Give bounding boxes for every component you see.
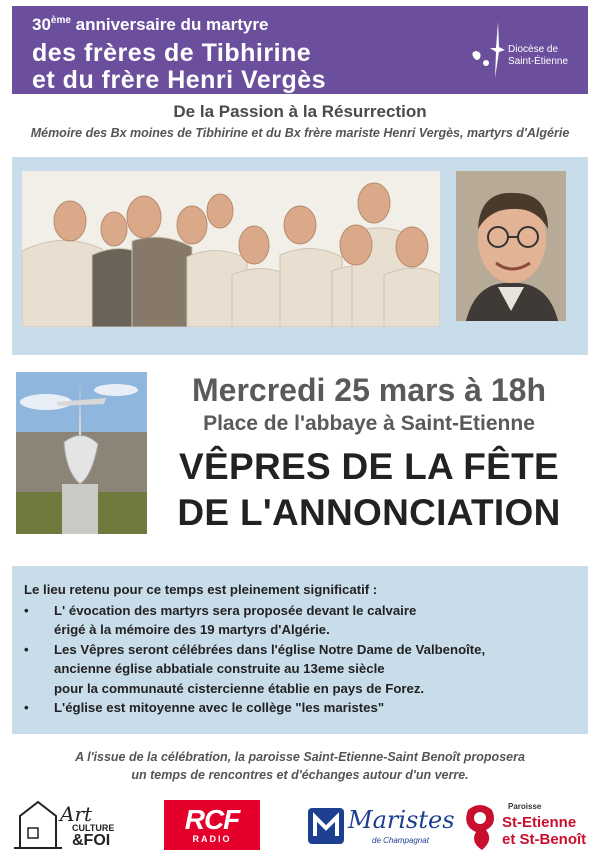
list-item: • Les Vêpres seront célébrées dans l'église Notre Dame de Valbenoîte, ancienne église abbatiale construite au 13eme siècle pour la communauté cistercienne établie en pays de Forez. (24, 640, 574, 699)
info-box (12, 566, 588, 734)
rcf-radio-logo: RCF RADIO (164, 800, 260, 850)
list-item: • L' évocation des martyrs sera proposée devant le calvaire érigé à la mémoire des 19 martyrs d'Algérie. (24, 601, 574, 640)
monks-group-photo (22, 171, 440, 327)
art-culture-foi-logo: Art CULTURE &FOI (14, 796, 124, 854)
subtitle: De la Passion à la Résurrection (173, 102, 427, 121)
diocese-logo (468, 18, 583, 84)
event-title-line-2: DE L'ANNONCIATION (177, 492, 561, 533)
info-intro: Le lieu retenu pour ce temps est pleinement significatif : (24, 582, 378, 597)
diocese-name: Diocèse de Saint-Étienne (508, 44, 569, 67)
event-title-line-1: VÊPRES DE LA FÊTE (179, 446, 559, 487)
henri-verges-portrait (456, 171, 566, 321)
memoire-text: Mémoire des Bx moines de Tibhirine et du Bx frère mariste Henri Vergès, martyrs d'Algérie (30, 126, 570, 140)
list-item: • L'église est mitoyenne avec le collège "les maristes" (24, 698, 574, 718)
info-list (24, 601, 574, 718)
maristes-m-icon (306, 806, 346, 846)
photo-band (12, 157, 588, 355)
anniversary-line: 30ème anniversaire du martyre (32, 15, 269, 34)
event-date: Mercredi 25 mars à 18h (192, 372, 546, 408)
paroisse-logo: Paroisse St-Etienne et St-Benoît (460, 796, 588, 854)
header-banner (12, 6, 588, 94)
event-place: Place de l'abbaye à Saint-Etienne (203, 412, 535, 435)
maristes-logo: Maristes de Champagnat (306, 796, 440, 854)
calvary-statue-photo (16, 372, 147, 534)
title-line-1: des frères de Tibhirine (32, 39, 312, 67)
title-line-2: et du frère Henri Vergès (32, 66, 327, 94)
paroisse-emblem-icon (460, 800, 500, 852)
closing-text: A l'issue de la célébration, la paroisse Saint-Etienne-Saint Benoît proposera un temps de rencontres et d'échanges autour d'un verre. (75, 750, 525, 782)
